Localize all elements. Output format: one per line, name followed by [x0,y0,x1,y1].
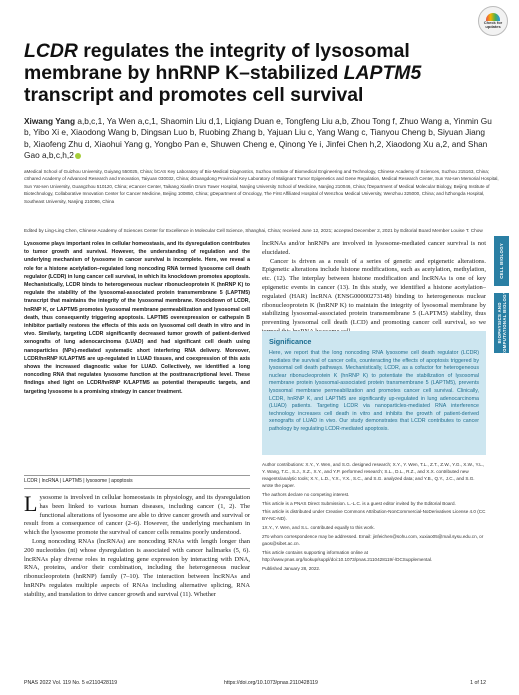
note-direct-submission: This article is a PNAS Direct Submission. L.-L.C. is a guest editor invited by the Editorial Board. [262,500,456,506]
significance-text: Here, we report that the long noncoding RNA lysosome cell death regulator (LCDR) mediates the survival of cancer cells, counteracting the effects of apoptosis triggered by lysosomal cell death pathways. Mechanistically, LCDR, as a cofactor for heterogeneous nuclear ribonucleoprotein K (hnRNP K) to potentiate the stabilization of lysosomal membrane protein lysosomal-associated protein transmembrane 5 (LAPTM5), prevents lysosomal membrane permeabilization and promotes cancer cell survival. Clinically, LCDR, hnRNP K, and LAPTM5 are significantly up-regulated in lung adenocarcinoma (LUAD) patients. Targeting LCDR via nanoparticles-mediated RNA interference technology increases cell death in vitro and inhibits the growth of patient-derived xenografts of LUAD in vivo. Our study demonstrates that LCDR contributes to cancer pathology by regulating LCDR-mediated apoptosis. [269,350,479,432]
tab-cell-label: CELL BIOLOGY [499,243,504,279]
author-list-rest: a,b,c,1, Ya Wen a,c,1, Shaomin Liu d,1, Liqiang Duan e, Tongfeng Liu a,b, Zhou Tong f, Zhuo Wang a, Yinmin Gu b, Yibo Xi e, Xiaodong Wang b, Dingsan Luo b, Ruobing Zhang b, Yajuan Liu c, Yang Wang c, Tianyou Cheng b, Siyuan Jiang b, Xiaofeng Zhu d, Xiaohui Yang g, Yongbo Pan e, Shuwen Cheng e, Qinong Ye i, Jinfei Chen h,2, Xiaodong Xu a,2, and Shan Gao a,b,c,h,2 [24,116,492,160]
first-author: Xiwang Yang [24,116,76,126]
significance-box [262,331,486,455]
note-equal-contribution: 1X.Y., Y. Wen, and S.L. contributed equally to this work. [262,525,375,531]
section-tab-cell-biology[interactable] [494,236,509,286]
note-supporting-info[interactable]: This article contains supporting information online at http://www.pnas.org/lookup/suppl/doi:10.1073/pnas.2110428119/-/DCSupplemental. [262,549,433,562]
right-column-body [262,240,486,337]
intro-paragraph-1-text: ysosome is involved in cellular homeostasis in physiology, and its dysregulation has been linked to various human diseases, including cancer (1, 2). The functional alterations of lysosome are able to drive cancer growth and survival or result from a consequence of cancer (2–6). However, the underlying mechanism in which the lysosome promote the survival of cancer cells remains poorly understood. [24,494,250,537]
intro-paragraph-2: Long noncoding RNAs (lncRNAs) are noncoding RNAs with length longer than 200 nucleotides (nt) whose dysregulation is associated with cancer hallmarks (5, 6). lncRNAs play diverse roles in regulating gene expression by interacting with DNA, RNA, proteins, and/or their combination, including the heterogeneous nuclear ribonucleoprotein (hnRNP) family (7–10). The interaction between lncRNAs and hnRNPs regulates multiple aspects of RNAs including alternative splicing, RNA stability, and translation to drive cancer growth and survival (11). Whether [24,537,250,598]
badge-line2: updates [485,24,501,29]
keywords: LCDR | lncRNA | LAPTM5 | lysosome | apoptosis [24,478,133,484]
intro-paragraph-1 [24,491,250,538]
article-notes [262,462,486,575]
note-correspondence[interactable]: 2To whom correspondence may be addressed. Email: jinfeichen@sohu.com, xuxiao05@mail.sysu.edu.cn, or gaos@sibet.ac.cn. [262,534,484,547]
badge-line1: Check for [483,19,503,25]
abstract: Lysosome plays important roles in cellular homeostasis, and its dysregulation contributes to tumor growth and survival. However, the understanding of regulation and the underlying mechanism of lysosome in cancer survival is incomplete. Here, we reveal a role for a histone acetylation–regulated long noncoding RNA termed lysosome cell death regulator (LCDR) in lung cancer cell survival, in which its knockdown promotes apoptosis. Mechanistically, LCDR binds to heterogeneous nuclear ribonucleoprotein K (hnRNP K) to regulate the stability of the lysosomal-associated protein transmembrane 5 (LAPTM5) transcript that maintains the integrity of the lysosomal membrane. Knockdown of LCDR, hnRNP K, or LAPTM5 promotes lysosomal membrane permeabilization and lysosomal cell death, thus consequently triggering apoptosis. LAPTM5 overexpression or cathepsin B inhibitor partially restores the effects of this axis on lysosomal cell death in vitro and in vivo. Similarly, targeting LCDR significantly decreased tumor growth of patient-derived xenografts of lung adenocarcinoma (LUAD) and had significant cell death using nanoparticles (NPs)-mediated systematic short interfering RNA delivery. Moreover, LCDR/hnRNP K/LAPTM5 are up-regulated in LUAD tissues, and coexpression of this axis shows the increased diagnostic value for LUAD. Collectively, we identified a long noncoding RNA that regulates lysosome function at the posttranscriptional level. These findings shed light on LCDR/hnRNP K/LAPTM5 as potential therapeutic targets, and targeting lysosome is a promising strategy in cancer treatment. [24,241,250,395]
note-competing-interest: The authors declare no competing interest. [262,491,350,497]
orcid-icon[interactable] [75,153,81,159]
affiliations: aMedical School of Guizhou University, Guiyang 550025, China; bCAS Key Laboratory of Bio-Medical Diagnostics, Suzhou Institute of Biomedical Engineering and Technology, Chinese Academy of Sciences, Suzhou 215163, China; cShared Academy of Advanced Research and Innovation, Taiyuan 030032, China; dGuangdong Provincial Key Laboratory of Malignant Tumor Epigenetics and Gene Regulation, Medical Research Center, Sun Yat-sen Memorial Hospital, Sun Yat-sen University, Guangzhou 510120, China; eCancer Center, Taikang Xianlin Drum Tower Hospital, Nanjing University School of Medicine, Nanjing 210046, China; fDepartment of Medical Molecular Biology, Beijing Institute of Biotechnology, Collaborative Innovation Center for Cancer Medicine, Beijing 100850, China; gDepartment of Oncology, The First Affiliated Hospital of Wenzhou Medical University, Wenzhou 325000, China; and hZhongda Hospital, Southeast University, Nanjing 210096, China [24,169,499,204]
right-paragraph-2: Cancer is driven as a result of a series of genetic and epigenetic alterations. Epigenetic alterations include histone modifications, such as acetylation, methylation, etc. (12). The interplay between histone modification and lncRNAs is one of key epigenetic events in cancer (13). In this study, we identified a histone acetylation–regulated (HAR) lncRNA (ENSG00000273148) binding to heterogeneous nuclear ribonucleoprotein K (hnRNP K) to maintain the integrity of lysosomal membrane by stabilizing lysosomal-associated protein transmembrane 5 (LAPTM5) stability, thus preventing lysosomal cell death (LCD) and promoting cancer cell survival, so we [262,257,486,327]
note-license[interactable]: This article is distributed under Creative Commons Attribution-NonCommercial-NoDerivatives License 4.0 (CC BY-NC-ND). [262,509,486,522]
tab-comp-label: BIOPHYSICS AND COMPUTATIONAL BIOLOGY [496,290,507,356]
significance-heading: Significance [269,337,312,346]
drop-cap: L [24,491,38,516]
section-tab-biophysics[interactable] [494,290,509,356]
title-text-2: transcript and promotes cell survival [24,84,364,106]
edited-by-line: Edited by Ling-Ling Chen, Chinese Academy of Sciences Center for Excellence in Molecular Cell Science, Shanghai, China; received June 12, 2021; accepted December 2, 2021 by Editorial Board Member Louise T. Chow [24,228,483,233]
article-title [24,40,484,106]
note-author-contributions: Author contributions: X.Y., Y. Wen, and S.G. designed research; X.Y., Y. Wen, T.L., Z.T., Z.W., Y.G., X.W., Y.L., Y. Wang, T.C., S.J., X.Z., X.Y., and Y.P. performed research; S.L., D.L., R.Z., and X.X. contributed new reagents/analytic tools; X.Y., L.D., Y.X., Y.X., S.C., and S.G. analyzed data; and Y.B., Q.Y., J.C., and S.G. wrote the paper. [262,462,485,488]
note-published-date: Published January 28, 2022. [262,565,321,571]
check-for-updates-badge[interactable] [478,6,508,36]
footer-page-number: 1 of 12 [470,680,486,686]
title-italic-lcdr: LCDR [24,40,78,62]
footer-citation: PNAS 2022 Vol. 119 No. 5 e2110428119 [24,680,118,686]
title-italic-laptm5: LAPTM5 [343,62,422,84]
introduction [24,491,250,600]
footer-doi-link[interactable]: https://doi.org/10.1073/pnas.2110428119 [224,680,318,686]
author-list [24,116,494,161]
title-text-1: regulates the integrity of lysosomal membrane by hnRNP K–stabilized [24,40,410,84]
keywords-divider-bottom [24,488,250,489]
keywords-divider-top [24,475,250,476]
page-footer [24,680,486,686]
right-paragraph-1: lncRNAs and/or hnRNPs are involved in lysosome-mediated cancer survival is not elucidated. [262,240,486,256]
